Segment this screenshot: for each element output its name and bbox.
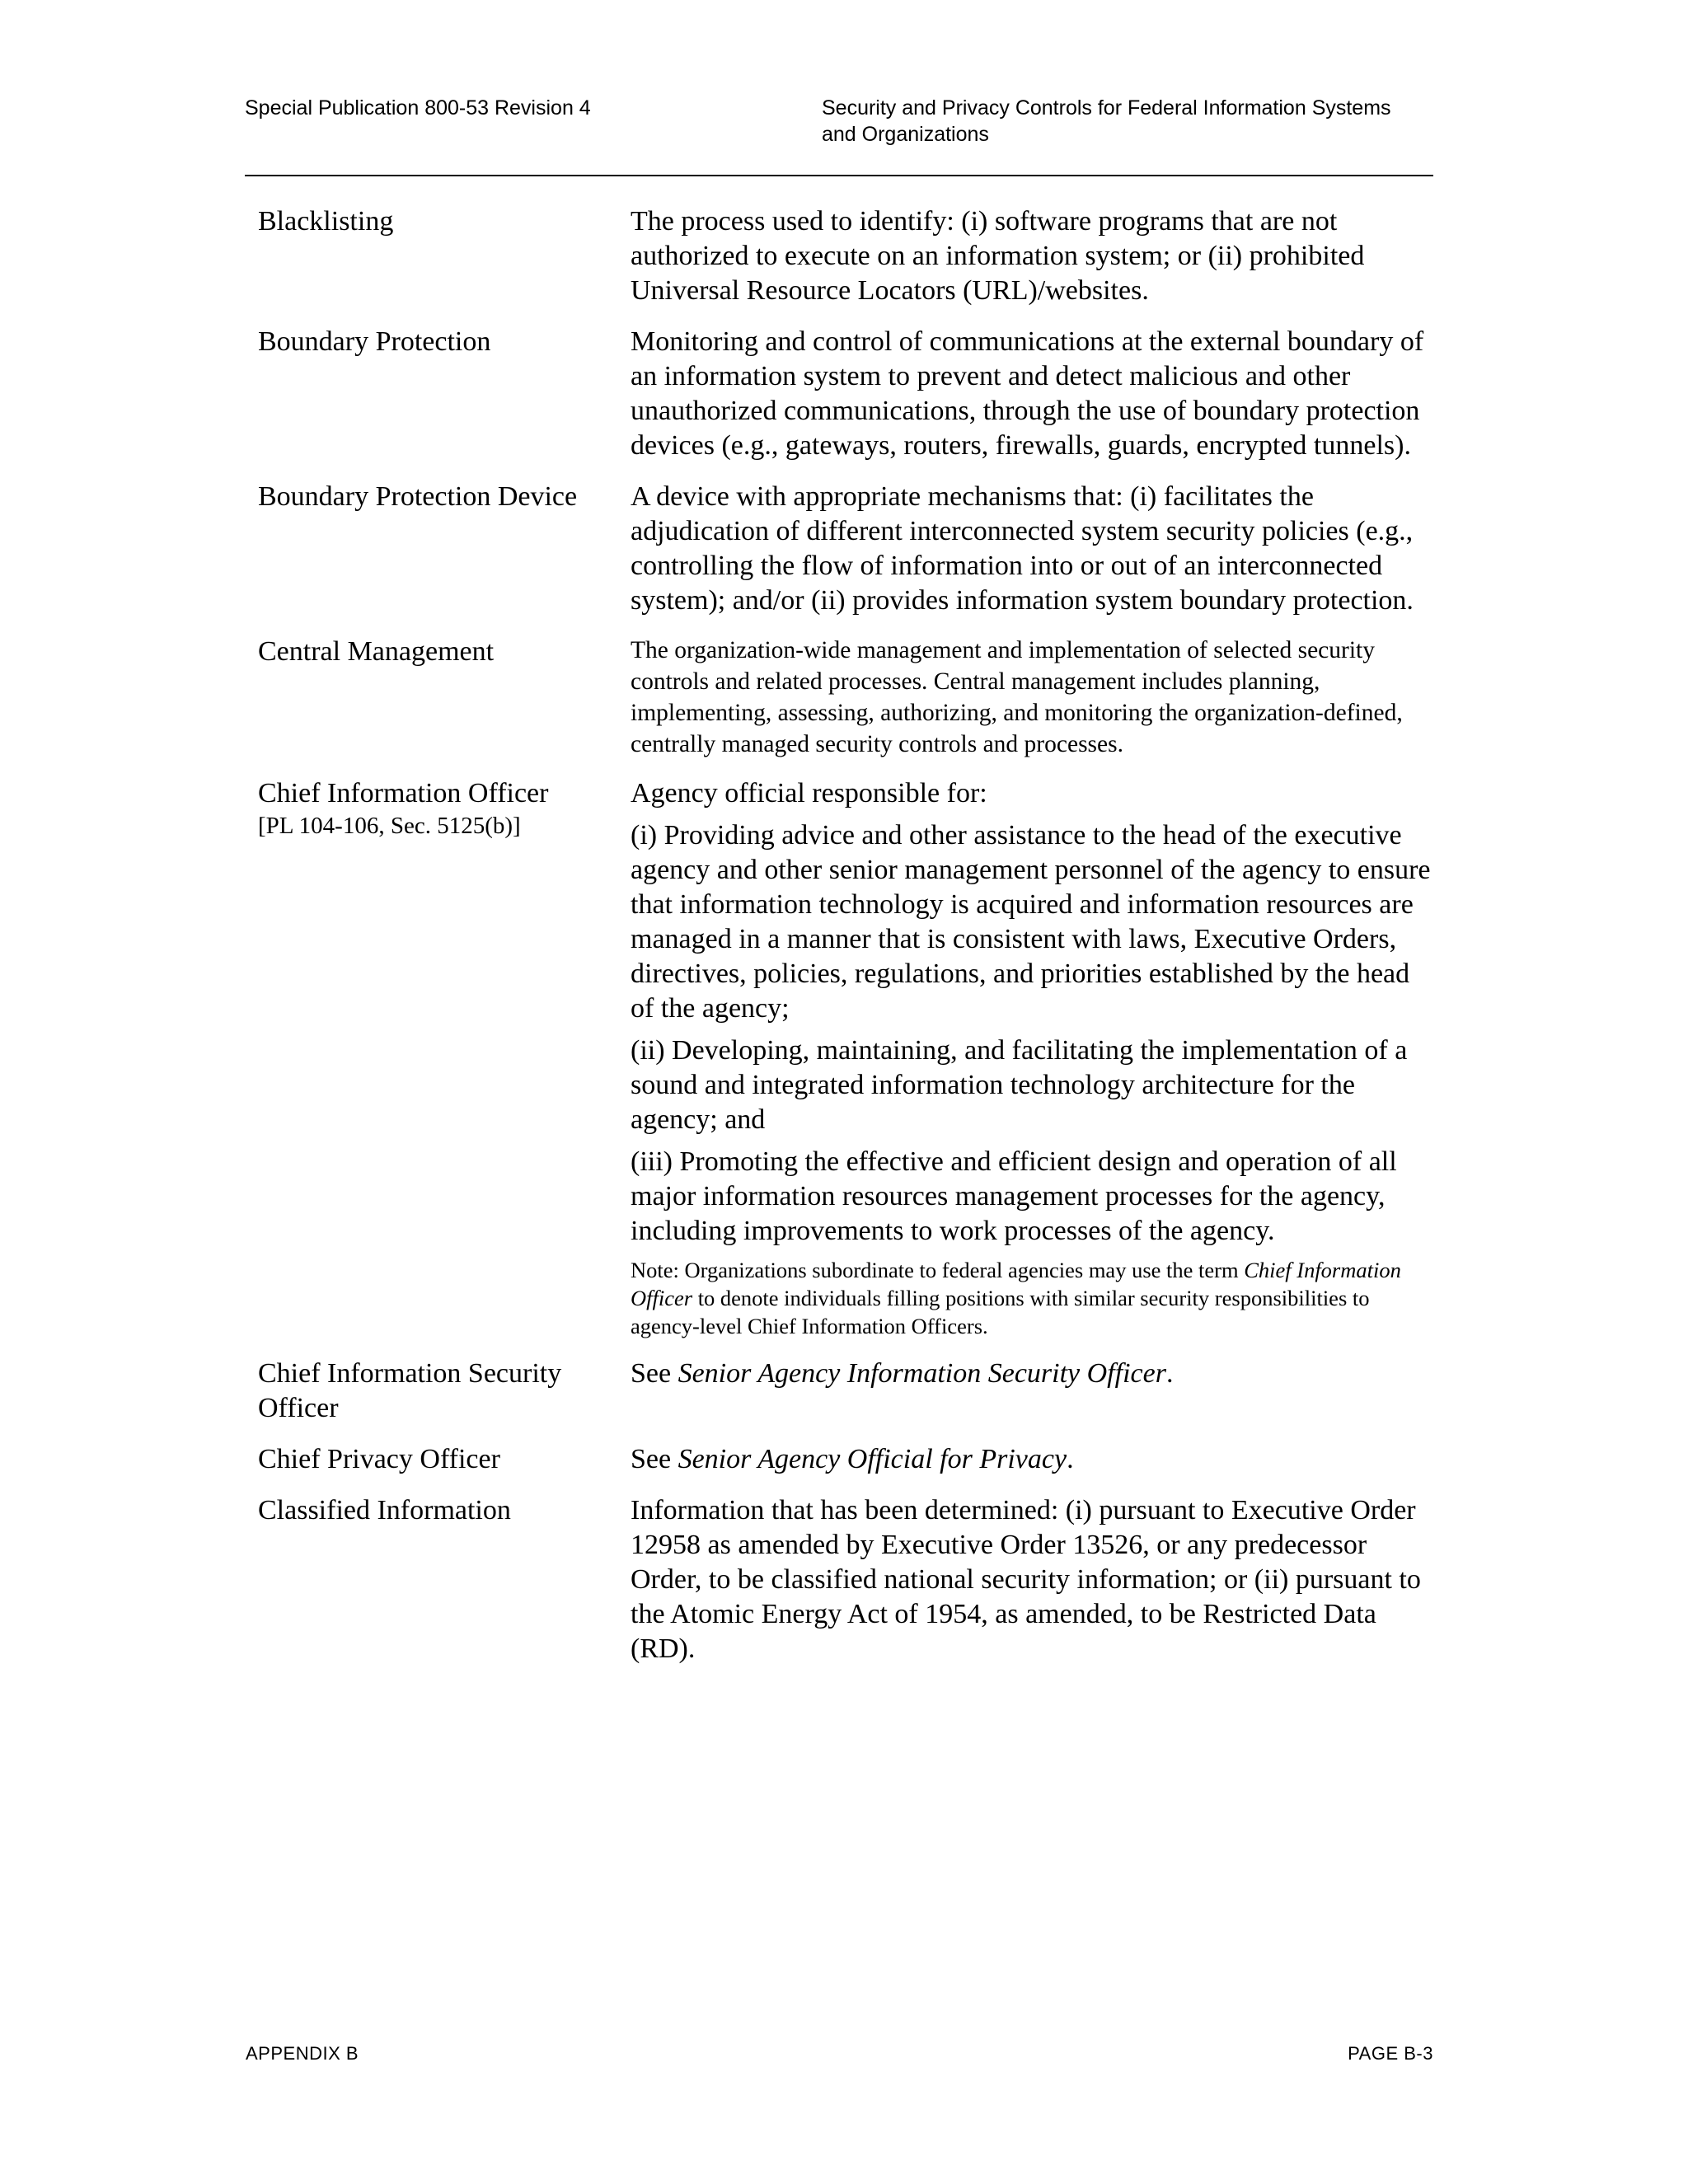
- glossary-list: [258, 204, 1433, 1683]
- definition-paragraph: (iii) Promoting the effective and efficient design and operation of all major information resources management processes for the agency, including improvements to work processes of the agency.: [631, 1146, 1397, 1246]
- glossary-term: Chief Information Officer: [258, 778, 549, 808]
- footer-appendix: APPENDIX B: [246, 2043, 359, 2064]
- glossary-term: Chief Information Security Officer: [258, 1358, 562, 1423]
- glossary-entry: [258, 480, 1433, 618]
- glossary-term-block: [258, 776, 631, 1340]
- definition-paragraph: (ii) Developing, maintaining, and facilitating the implementation of a sound and integrated information technology architecture for the agency; and: [631, 1035, 1408, 1135]
- glossary-entry: [258, 635, 1433, 760]
- glossary-term: Boundary Protection: [258, 326, 491, 357]
- note-term: Chief Information Officer: [631, 1258, 1401, 1310]
- glossary-term: Classified Information: [258, 1495, 511, 1526]
- glossary-entry: [258, 325, 1433, 463]
- header-title-line1: Security and Privacy Controls for Federal Information Systems: [822, 96, 1391, 120]
- glossary-entry: [258, 204, 1433, 308]
- glossary-definition: [631, 1357, 1433, 1426]
- see-reference: Senior Agency Official for Privacy: [678, 1444, 1067, 1474]
- header-publication: Special Publication 800-53 Revision 4: [245, 96, 591, 120]
- glossary-entry: [258, 776, 1433, 1340]
- footer-page-number: PAGE B-3: [1348, 2043, 1433, 2064]
- glossary-term: Blacklisting: [258, 206, 394, 237]
- header-rule: [245, 175, 1433, 176]
- glossary-definition: The organization-wide management and implementation of selected security controls and related processes. Central management includes planning, implementing, assessing, authorizing, and monitoring the organization-defined, centrally managed security controls and processes.: [631, 637, 1403, 757]
- glossary-term: Central Management: [258, 636, 495, 667]
- glossary-term: Boundary Protection Device: [258, 481, 578, 512]
- glossary-entry: [258, 1357, 1433, 1426]
- glossary-definition: [631, 776, 1433, 1340]
- glossary-term: Chief Privacy Officer: [258, 1444, 500, 1474]
- definition-paragraph: (i) Providing advice and other assistance to the head of the executive agency and other senior management personnel of the agency to ensure that information technology is acquired and information resources are managed in a manner that is consistent with laws, Executive Orders, directives, policies, regulations, and priorities established by the head of the agency;: [631, 820, 1431, 1024]
- glossary-definition: A device with appropriate mechanisms that: (i) facilitates the adjudication of different interconnected system security policies (e.g., controlling the flow of information into or out of an interconnected system); and/or (ii) provides information system boundary protection.: [631, 481, 1414, 616]
- see-suffix: .: [1067, 1444, 1074, 1474]
- header-title-line2: and Organizations: [822, 123, 989, 146]
- glossary-definition: Information that has been determined: (i) pursuant to Executive Order 12958 as amended by Executive Order 13526, or any predecessor Order, to be classified national security information; or (ii) pursuant to the Atomic Energy Act of 1954, as amended, to be Restricted Data (RD).: [631, 1495, 1421, 1664]
- glossary-definition: [631, 1442, 1433, 1477]
- glossary-entry: [258, 1493, 1433, 1666]
- definition-intro: Agency official responsible for:: [631, 778, 987, 808]
- see-prefix: See: [631, 1358, 678, 1389]
- glossary-entry: [258, 1442, 1433, 1477]
- definition-note: [631, 1256, 1433, 1340]
- see-suffix: .: [1165, 1358, 1174, 1389]
- note-text: Note: Organizations subordinate to federal agencies may use the term: [631, 1258, 1245, 1282]
- see-reference: Senior Agency Information Security Officer: [678, 1358, 1166, 1389]
- header-title: [822, 95, 1433, 148]
- see-prefix: See: [631, 1444, 678, 1474]
- note-text: to denote individuals filling positions with similar security responsibilities to agency-level Chief Information Officers.: [631, 1286, 1370, 1338]
- glossary-definition: Monitoring and control of communications at the external boundary of an information system to prevent and detect malicious and other unauthorized communications, through the use of boundary protection devices (e.g., gateways, routers, firewalls, guards, encrypted tunnels).: [631, 326, 1424, 461]
- glossary-definition: The process used to identify: (i) software programs that are not authorized to execute on an information system; or (ii) prohibited Universal Resource Locators (URL)/websites.: [631, 206, 1365, 306]
- glossary-citation: [PL 104-106, Sec. 5125(b)]: [258, 813, 521, 839]
